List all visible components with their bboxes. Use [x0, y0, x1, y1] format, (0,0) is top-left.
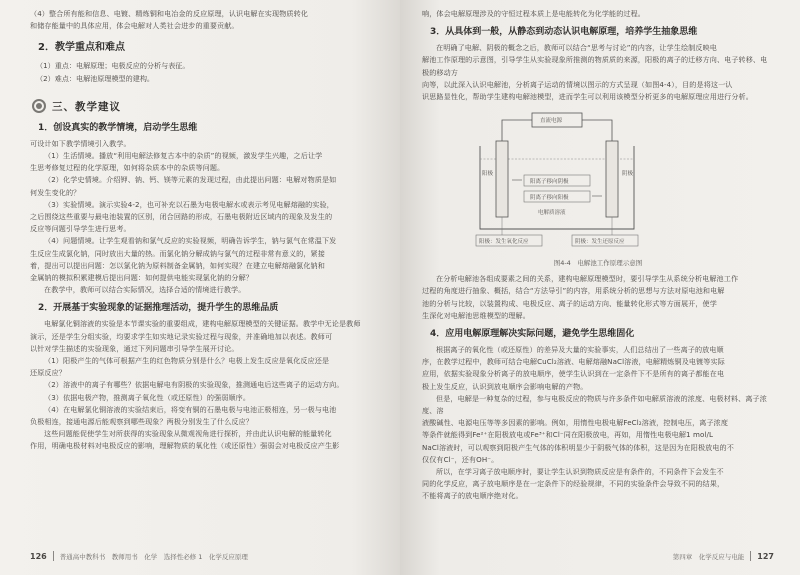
electrolysis-cell-diagram: [462, 111, 652, 256]
paragraph: 不能将离子的放电顺序绝对化。: [422, 491, 523, 501]
paragraph: NaCl溶液时，可以观察到阳极产生气体的体积明显少于阴极气体的体积，这是因为在阳极放电的不: [422, 442, 734, 452]
paragraph: 反应等问题引导学生进行思考。: [30, 224, 131, 234]
paragraph: （4）问题情境。让学生观看钠和氯气反应的实验视频，明确告诉学生，钠与氯气在常温下发: [44, 236, 337, 246]
paragraph: 过程的角度进行抽象、概括，结合“方法导引”的内容，用系统分析的思想与方法对原电池和电解: [422, 286, 725, 296]
paragraph: 但是，电解是一种复杂的过程，参与电极反应的物质与许多条件如电解质溶液的浓度、电极材料、离子浓度、溶: [422, 393, 767, 416]
cathode-electrode: [606, 141, 618, 217]
footer-divider: [53, 551, 54, 561]
right-page-content: [422, 8, 774, 503]
book-title: 普通高中教科书 教师用书 化学 选择性必修 1 化学反应原理: [59, 552, 248, 561]
section-2-heading: 2．教学重点和难点: [38, 42, 125, 54]
paragraph: （3）依据电极产物，推测离子氧化性（或还原性）的强弱顺序。: [44, 392, 251, 402]
paragraph: 演示，还是学生分组实验，均要求学生如实地记录实验过程与现象，并准确地加以表述。教师可: [30, 331, 333, 341]
left-page-content: [30, 8, 378, 453]
chapter-title: 第四章 化学反应与电能: [672, 552, 745, 561]
paragraph: 金属钠的模拟积累建模后提出问题：如何提供电能实现氯化钠的分解？: [30, 273, 254, 283]
paragraph: 电解氯化铜溶液的实验是本节课实验的重要组成，建构电解原理模型的关键证据。教学中无论是教师: [44, 319, 361, 329]
anion-movement-label: 阴离子移向阳极: [530, 195, 569, 202]
paragraph: 解池工作原理的示意图，引导学生从实验现象所推测的物质质的来源，阳极的离子的迁移方向、电子转移、电极的移动方: [422, 55, 768, 77]
paragraph: 生深化对电解池思维模型的理解。: [422, 310, 530, 320]
left-page-footer: [30, 551, 248, 561]
figure-caption: 图4-4 电解池工作原理示意图: [553, 259, 643, 268]
paragraph: 等条件就能得到Fe²⁺在阳极放电或Fe³⁺和Cl⁻同在阳极放电，再如，用惰性电极电解1 mol/L: [422, 430, 714, 440]
cation-movement-label: 阳离子移向阴极: [530, 179, 569, 186]
paragraph: 作用，明确电极材料对电极反应的影响，理解物质的氧化性（或还原性）强弱会对电极反应产生影: [30, 441, 340, 451]
anode-reaction-label: 阳极：发生氧化反应: [479, 239, 529, 246]
paragraph: 负极相连，接通电源后能观察到哪些现象？两极分别发生了什么反应？: [30, 417, 254, 427]
section-title: 三、教学建议: [52, 100, 121, 113]
anode-label: 阳极: [482, 171, 494, 178]
paragraph: （2）溶液中的离子有哪些？依据电解电有阴极的实验现象，推测通电后这些离子的运动方向。: [44, 380, 344, 390]
paragraph: （4）在电解氯化铜溶液的实验结束后，将变有铜的石墨电极与电池正极相连，另一极与电池: [44, 404, 337, 414]
electrolyte-label: 电解质溶液: [538, 210, 566, 217]
paragraph: 生思考修复过程的化学原理，如何将杂质本中的杂质等问题。: [30, 163, 225, 173]
subsection-heading: 4．应用电解原理解决实际问题，避免学生思维固化: [430, 329, 635, 340]
paragraph: 池的分析与比较，以装置构成、电极反应、离子的运动方向、能量转化形式等方面展开，使学: [422, 298, 717, 308]
paragraph: 何发生变化的？: [30, 187, 81, 197]
cathode-reaction-label: 阴极：发生还原反应: [575, 239, 625, 246]
paragraph: 还原反应？: [30, 368, 66, 378]
subsection-heading: 1．创设真实的教学情境，启动学生思维: [38, 122, 198, 133]
paragraph: 同的化学反应，离子放电顺序是在一定条件下的经验规律，不同的实验条件会导致不同的结果，: [422, 479, 725, 489]
footer-divider: [750, 551, 751, 561]
list-item: （1）重点：电解原理；电极反应的分析与表征。: [36, 61, 190, 71]
anode-electrode: [496, 141, 508, 217]
paragraph: （4）整合所有能和信息、电镀、精炼铜和电冶金的反应原理，认识电解在实现物质转化: [30, 9, 308, 18]
paragraph: 在明确了电解、阴极的概念之后，教师可以结合“思考与讨论”的内容，让学生绘制反映电: [436, 43, 717, 53]
subsection-heading: 3．从具体到一般，从静态到动态认识电解原理，培养学生抽象思维: [430, 27, 698, 38]
paragraph: 识思路显性化，帮助学生建构电解池模型，进而学生可以利用该模型分析更多的电解原理应用进行分析。: [422, 92, 753, 102]
right-page: [400, 0, 800, 575]
paragraph: 响，体会电解原理涉及的守恒过程本质上是电能转化为化学能的过程。: [422, 9, 646, 18]
list-item: （2）难点：电解池原理模型的建构。: [36, 73, 155, 83]
page-number: 126: [30, 551, 47, 561]
subsection-heading: 2．开展基于实验现象的证据推理活动，提升学生的思维品质: [38, 303, 279, 314]
cathode-label: 阴极: [622, 171, 634, 178]
paragraph: 可设计如下教学情境引入教学。: [30, 138, 131, 148]
paragraph: （1）阳极产生的气体可根据产生的红色物质分别是什么？电极上发生反应是氧化反应还是: [44, 356, 330, 366]
paragraph: 着，提出可以提出问题：怎以氯化钠为原料制备金属钠，如何实现？在建立电解熔融氯化钠和: [30, 260, 325, 270]
paragraph: 以针对学生描述的实验现象，通过下列问题串引导学生展开讨论。: [30, 343, 239, 353]
paragraph: 根据离子的氧化性（或还原性）的差异及大量的实验事实，人们总结出了一些离子的放电顺: [436, 345, 724, 355]
paragraph: 在教学中，教师可以结合实际情况，选择合适的情境进行教学。: [44, 285, 246, 295]
paragraph: 极上发生反应，认识到放电顺序会影响电解的产物。: [422, 381, 588, 391]
paragraph: （2）化学史情境。介绍钾、钠、钙、镁等元素的发现过程，由此提出问题：电解对物质是如: [44, 175, 337, 185]
paragraph: 所以，在学习离子放电顺序时，要让学生认识到物质反应是有条件的，不同条件下会发生不: [436, 467, 724, 477]
right-page-footer: [673, 551, 774, 561]
paragraph: 向等，以此深入认识电解池，分析离子运动的情境以图示的方式呈现（如图4-4），目的是将这一认: [422, 79, 733, 89]
page-number: 127: [757, 551, 774, 561]
paragraph: 这些问题能促使学生对所获得的实验现象从微观视角进行探析，并由此认识电解的能量转化: [44, 429, 332, 439]
paragraph: 应用，依据实验现象分析离子的放电顺序，使学生认识到在一定条件下不是所有的离子都能在电: [422, 369, 725, 379]
section-bullet-icon: [32, 99, 46, 113]
paragraph: 之后围绕这些重要与最电池装置的区别，闭合回路的形成，石墨电极附近区域内的现象及发生的: [30, 212, 333, 222]
paragraph: 在分析电解池各组成要素之间的关系，建构电解原理模型时，要引导学生从系统分析电解池工作: [436, 274, 739, 284]
paragraph: 和储存能量中的具体应用，体会电解对人类社会进步的重要贡献。: [30, 21, 239, 31]
section-3-heading: [32, 99, 378, 114]
paragraph: （3）实验情境。演示实验4-2，也可补充以石墨为电极电解水或表示考见电解熔融的实验，: [44, 199, 334, 209]
paragraph: （1）生活情境。播放“利用电解法修复古本中的杂质”的视频，激发学生兴趣，之后让学: [44, 151, 323, 161]
paragraph: 生反应生成氯化钠，同时放出大量的热。而氯化钠分解成钠与氯气的过程非常有意义的，紧接: [30, 248, 325, 258]
power-supply-label: 直流电源: [540, 118, 563, 125]
paragraph: 序，在教学过程中，教师可结合电解CuCl₂溶液、电解熔融NaCl溶液，电解精炼铜及电镀等实际: [422, 357, 725, 367]
paragraph: 液酸碱性、电源电压等等多因素的影响。例如，用惰性电极电解FeCl₂溶液，控制电压，离子浓度: [422, 418, 729, 428]
paragraph: 仅仅有Cl⁻，还有OH⁻。: [422, 454, 499, 464]
